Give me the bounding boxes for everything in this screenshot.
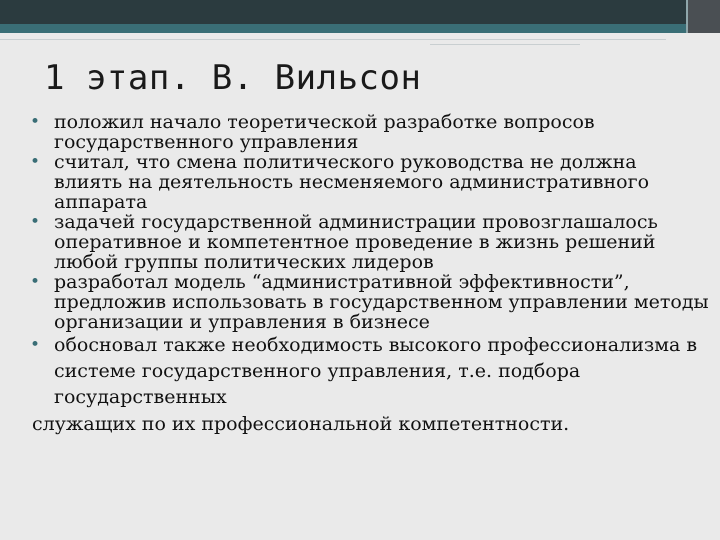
list-item (20, 112, 710, 152)
decorative-line (0, 39, 666, 40)
list-item-text: считал, что смена политического руководства не должна влиять на деятельность несменяемого административного аппарата (54, 151, 650, 213)
list-item (20, 212, 710, 272)
slide-title: 1 этап. В. Вильсон (44, 58, 422, 98)
bullet-icon: • (30, 112, 41, 132)
list-item-text: положил начало теоретической разработке вопросов государственного управления (54, 111, 595, 153)
decorative-line-short (430, 44, 580, 45)
top-dark-bar (0, 0, 720, 24)
bullet-list-continued (20, 332, 710, 410)
bullet-icon: • (30, 152, 41, 172)
bullet-list (20, 112, 710, 332)
top-teal-bar (0, 24, 720, 33)
bullet-icon: • (30, 272, 41, 292)
list-item-text: обосновал также необходимость высокого профессионализма в системе государственного управления, т.е. подбора государственных (54, 334, 698, 408)
continuation-text: служащих по их профессиональной компетентности. (32, 413, 570, 435)
list-item (20, 152, 710, 212)
list-item (20, 272, 710, 332)
bullet-icon: • (30, 212, 41, 232)
list-item (20, 332, 710, 410)
list-item-text: разработал модель “административной эффективности”, предложив использовать в государственном управлении методы организации и управления в бизнесе (54, 271, 709, 333)
slide-body (20, 112, 710, 438)
top-right-accent (686, 0, 720, 33)
bullet-icon: • (30, 335, 41, 355)
list-item-text: задачей государственной администрации провозглашалось оперативное и компетентное проведение в жизнь решений любой группы политических лидеров (54, 211, 658, 273)
